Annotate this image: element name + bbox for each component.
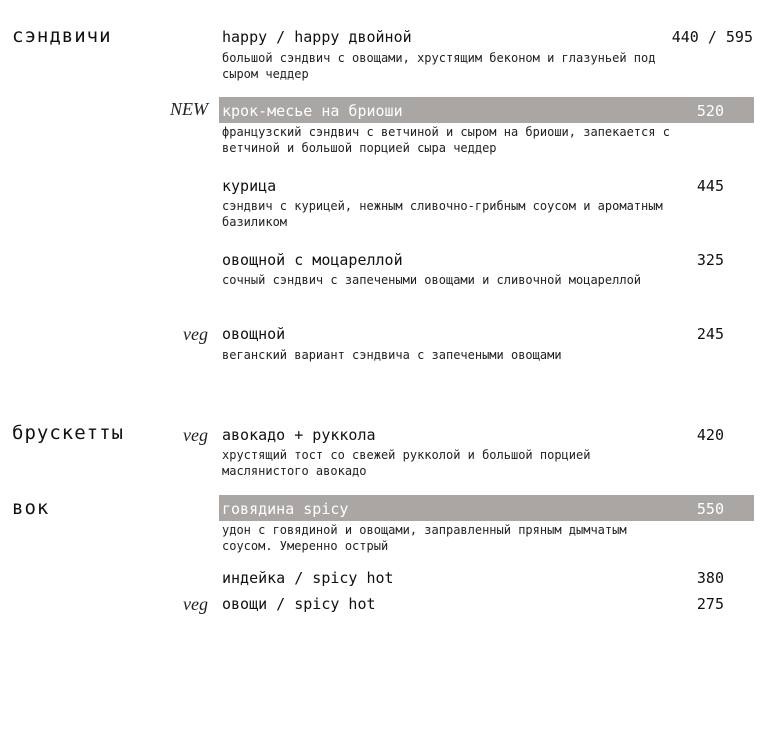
item-name-veggie: овощной xyxy=(222,325,286,343)
item-name-chicken: курица xyxy=(222,177,277,195)
item-name-avocado: авокадо + руккола xyxy=(222,426,376,444)
section-title-wok: вок xyxy=(12,497,50,519)
item-price-veggie: 245 xyxy=(696,325,724,343)
veg-badge-veggie: veg xyxy=(183,324,208,344)
section-title-sandwiches: сэндвичи xyxy=(12,25,112,47)
item-name-vegwok: овощи / spicy hot xyxy=(222,595,376,613)
item-price-avocado: 420 xyxy=(696,426,724,444)
item-desc-mozzarella: сочный сэндвич с запечеными овощами и сливочной моцареллой xyxy=(222,273,642,287)
item-name-mozzarella: овощной с моцареллой xyxy=(222,251,403,269)
item-price-mozzarella: 325 xyxy=(696,251,724,269)
item-price-happy: 440 / 595 xyxy=(671,28,753,46)
section-title-bruschetta: брускетты xyxy=(12,422,124,444)
item-price-beef: 550 xyxy=(696,500,724,518)
item-desc-beef: удон с говядиной и овощами, заправленный пряным дымчатым соусом. Умеренно острый xyxy=(222,523,627,553)
item-price-chicken: 445 xyxy=(696,177,724,195)
item-desc-veggie: веганский вариант сэндвича с запечеными овощами xyxy=(222,348,562,362)
veg-badge-vegwok: veg xyxy=(183,594,208,614)
item-name-beef: говядина spicy xyxy=(222,500,349,518)
item-desc-happy: большой сэндвич с овощами, хрустящим беконом и глазуньей под сыром чеддер xyxy=(222,51,656,81)
new-badge: NEW xyxy=(170,99,208,119)
item-desc-croque: французский сэндвич с ветчиной и сыром на бриоши, запекается с ветчиной и большой порцией сыра чеддер xyxy=(222,125,670,155)
item-price-turkey: 380 xyxy=(696,569,724,587)
veg-badge-avocado: veg xyxy=(183,425,208,445)
item-name-happy: happy / happy двойной xyxy=(222,28,412,46)
item-name-croque: крок-месье на бриоши xyxy=(222,102,403,120)
item-name-turkey: индейка / spicy hot xyxy=(222,569,394,587)
item-desc-chicken: сэндвич с курицей, нежным сливочно-грибным соусом и ароматным базиликом xyxy=(222,199,663,229)
item-desc-avocado: хрустящий тост со свежей рукколой и большой порцией маслянистого авокадо xyxy=(222,448,591,478)
item-price-croque: 520 xyxy=(696,102,724,120)
item-price-vegwok: 275 xyxy=(696,595,724,613)
